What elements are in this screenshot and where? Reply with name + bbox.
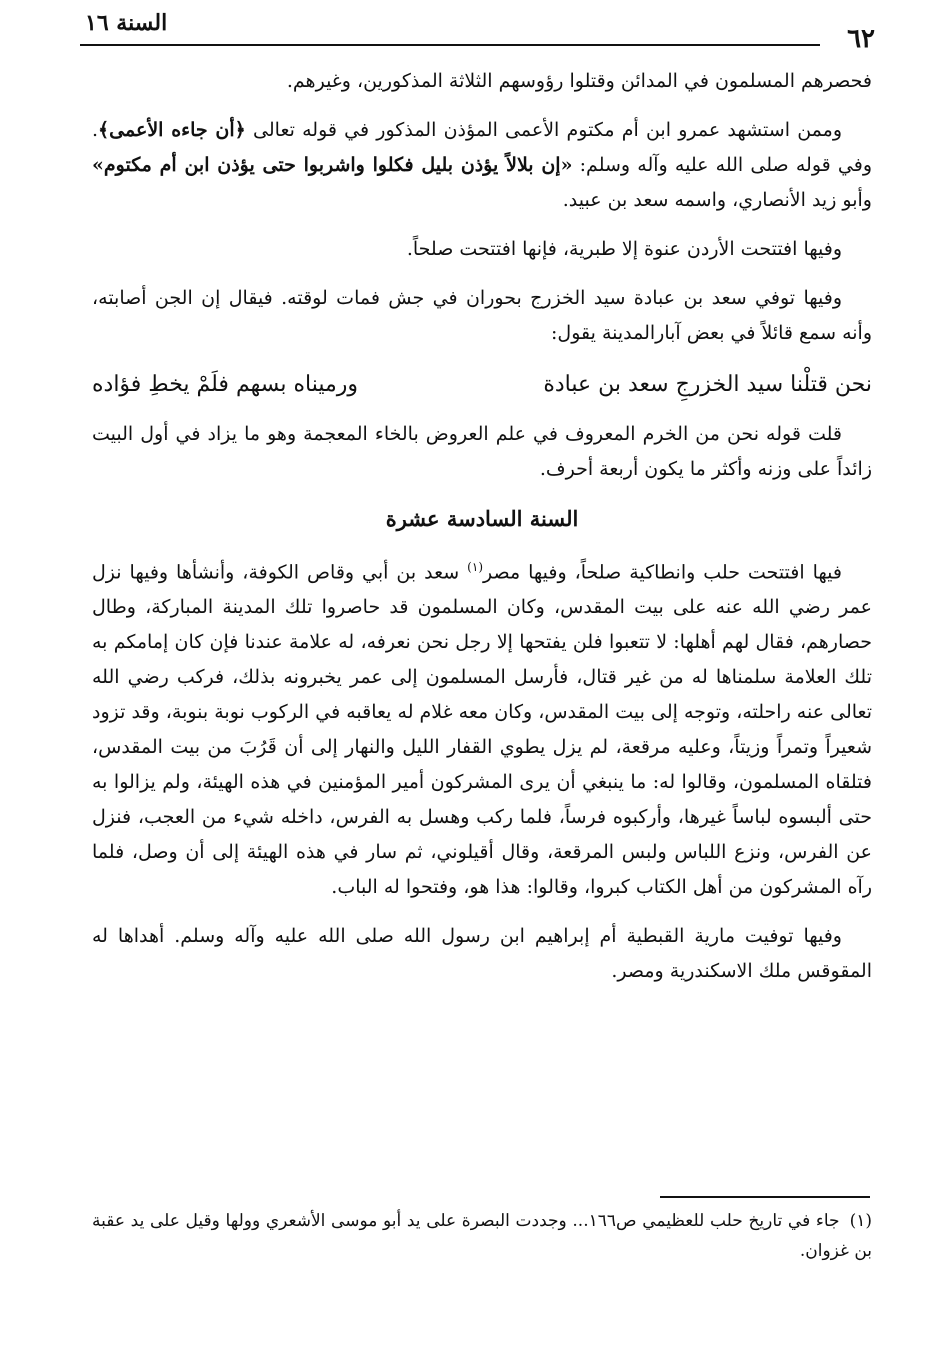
- text-span: فيها افتتحت حلب وانطاكية صلحاً، وفيها مصر: [483, 561, 842, 584]
- poem-second-hemistich: ورميناه بسهم فلَمْ يخطِ فؤاده: [92, 372, 359, 397]
- running-title: السنة ١٦: [85, 10, 168, 36]
- text-span: . وفي قوله صلى الله عليه وآله وسلم:: [92, 119, 873, 176]
- footnote-rule: [660, 1196, 870, 1198]
- paragraph: وفيها توفي سعد بن عبادة سيد الخزرج بحوران في جش فمات لوقته. فيقال إن الجن أصابته، وأنه سمع قائلاً في بعض آبارالمدينة يقول:: [92, 287, 872, 344]
- footnote-text: جاء في تاريخ حلب للعظيمي ص١٦٦... وجددت البصرة على يد أبو موسى الأشعري وولها وقيل على يد عقبة بن غزوان.: [92, 1211, 872, 1261]
- poem-first-hemistich: نحن قتلْنا سيد الخزرجِ سعد بن عبادة: [543, 372, 872, 397]
- paragraph: [92, 550, 872, 905]
- text-span: وممن استشهد عمرو ابن أم مكتوم الأعمى المؤذن المذكور في قوله تعالى: [253, 119, 842, 141]
- footnote-mark: (١): [849, 1211, 872, 1231]
- paragraph: فحصرهم المسلمون في المدائن وقتلوا رؤوسهم الثلاثة المذكورين، وغيرهم.: [286, 70, 872, 92]
- footnote: [92, 1206, 872, 1266]
- paragraph: [92, 113, 872, 218]
- text-span: سعد بن أبي وقاص الكوفة، وأنشأها وفيها نزل عمر رضي الله عنه على بيت المقدس، وكان المسلمون قد حاصروا تلك المدينة المباركة، وطال حصارهم، فقال لهم أهلها: لا تتعبوا فلن يفتحها إلا رجل نحن نعرفه، له علامة عندنا فإن كان إمامكم به تلك العلامة سلمناها له من غير قتال، فأرسل المسلمون إلى عمر يخبرونه بذلك، فركب رضي الله تعالى عنه راحلته، وتوجه إلى بيت المقدس، وكان معه غلام له يعاقبه في الركوب نوبة بنوبة، وقد تزود شعيراً وتمراً وزيتاً، وعليه مرقعة، لم يزل يطوي القفار الليل والنهار إلى أن قَرُبَ من بيت المقدس، فتلقاه المسلمون، وقالوا له: ما ينبغي أن يرى المشركون أمير المؤمنين في هذه الهيئة، ولم يزالوا به حتى ألبسوه لباساً غيرها، وأركبوه فرساً، فلما ركب وهسل به الفرس، داخله شيء من العجب، فنزل عن الفرس، ونزع اللباس ولبس المرقعة، وقال أقيلوني، ثم سار في هذه الهيئة إلى أن وصل، فلما رآه المشركون من أهل الكتاب كبروا، وقالوا: هذا هو، وفتحوا له الباب.: [92, 561, 872, 899]
- header-rule: [80, 44, 820, 46]
- paragraph: قلت قوله نحن من الخرم المعروف في علم العروض بالخاء المعجمة وهو ما يزاد في أول البيت زائداً على وزنه وأكثر ما يكون أربعة أحرف.: [92, 423, 872, 480]
- paragraph: وفيها افتتحت الأردن عنوة إلا طبرية، فإنها افتتحت صلحاً.: [406, 238, 842, 260]
- page-header: [85, 6, 875, 54]
- footnote-reference: (١): [467, 560, 483, 574]
- hadith-quote: «إن بلالاً يؤذن بليل فكلوا واشربوا حتى يؤذن ابن أم مكتوم»: [92, 154, 573, 176]
- page-body: [92, 64, 872, 1003]
- paragraph: وفيها توفيت مارية القبطية أم إبراهيم ابن رسول الله صلى الله عليه وآله وسلم. أهداها له المقوقس ملك الاسكندرية ومصر.: [92, 925, 872, 983]
- quran-verse: ﴿أن جاءه الأعمى﴾: [98, 119, 246, 141]
- poem-verse: [92, 365, 872, 405]
- page-number: ٦٢: [847, 24, 875, 54]
- section-title: السنة السادسة عشرة: [385, 506, 579, 531]
- text-span: وأبو زيد الأنصاري، واسمه سعد بن عبيد.: [562, 189, 872, 211]
